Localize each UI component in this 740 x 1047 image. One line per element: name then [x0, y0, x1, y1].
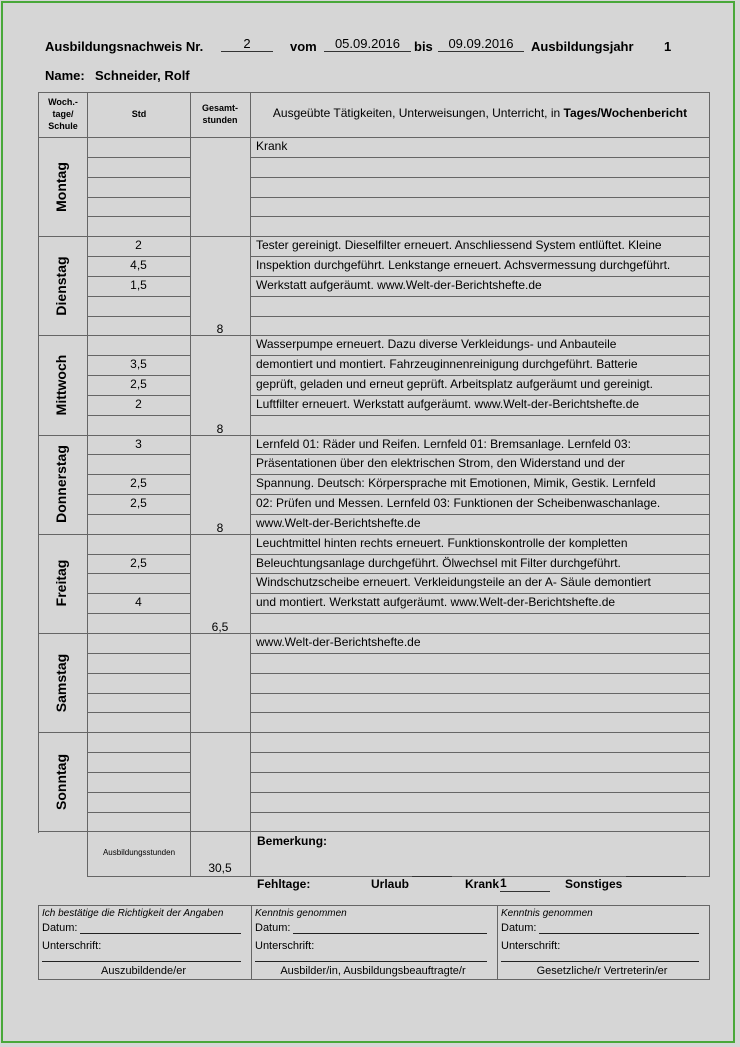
hours-cell[interactable] [87, 177, 190, 197]
day-label-freitag: Freitag [52, 560, 69, 607]
training-year-label: Ausbildungsjahr [531, 39, 634, 54]
activity-line[interactable] [256, 216, 707, 236]
grid-line [38, 92, 710, 93]
activity-line[interactable]: demontiert und montiert. Fahrzeuginnenreinigung durchgeführt. Batterie [256, 357, 638, 372]
signature-date-field[interactable] [293, 933, 487, 934]
report-number[interactable]: 2 [221, 36, 273, 52]
vacation-days-field[interactable] [412, 876, 452, 877]
hours-cell[interactable] [87, 137, 190, 157]
hours-cell[interactable] [87, 633, 190, 653]
activity-line[interactable]: www.Welt-der-Berichtshefte.de [256, 635, 421, 649]
activity-line[interactable]: 02: Prüfen und Messen. Lernfeld 03: Funktionen der Scheibenwaschanlage. [256, 496, 661, 511]
grid-line [38, 92, 39, 833]
vacation-label: Urlaub [371, 877, 410, 891]
column-header-description-prefix: Ausgeübte Tätigkeiten, Unterweisungen, Unterricht, in [272, 106, 564, 120]
grid-line [497, 905, 498, 979]
hours-cell[interactable] [87, 792, 190, 812]
signature-field[interactable] [42, 961, 241, 962]
hours-cell[interactable]: 1,5 [130, 277, 147, 292]
column-header-description-bold: Tages/Wochenbericht [563, 106, 688, 120]
hours-cell[interactable] [87, 693, 190, 713]
activity-line[interactable]: Lernfeld 01: Räder und Reifen. Lernfeld 01: Bremsanlage. Lernfeld 03: [256, 436, 631, 451]
hours-cell[interactable] [87, 157, 190, 177]
activity-line[interactable]: Inspektion durchgeführt. Lenkstange erneuert. Achsvermessung durchgeführt. [256, 258, 671, 273]
trainee-name[interactable]: Schneider, Rolf [95, 68, 190, 83]
signature-date-label: Datum: [501, 922, 537, 934]
hours-cell[interactable] [87, 812, 190, 832]
grid-line [38, 905, 710, 906]
signature-date-label: Datum: [255, 922, 291, 934]
activity-line[interactable] [256, 177, 707, 197]
hours-cell[interactable] [87, 316, 190, 336]
hours-cell[interactable]: 2 [135, 396, 142, 411]
hours-cell[interactable] [87, 534, 190, 554]
day-label-mittwoch: Mittwoch [52, 354, 69, 416]
signature-title: Kenntnis genommen [501, 908, 593, 919]
hours-cell[interactable] [87, 197, 190, 217]
signature-sign-label: Unterschrift: [42, 940, 102, 952]
hours-cell[interactable] [87, 712, 190, 732]
grid-line [38, 905, 39, 979]
activity-line[interactable]: und montiert. Werkstatt aufgeräumt. www.Welt-der-Berichtshefte.de [256, 595, 616, 610]
other-days-field[interactable] [626, 876, 686, 877]
activity-line[interactable] [256, 653, 707, 673]
hours-cell[interactable] [87, 772, 190, 792]
activity-line[interactable]: Werkstatt aufgeräumt. www.Welt-der-Berichtshefte.de [256, 277, 542, 292]
signature-field[interactable] [255, 961, 487, 962]
signature-date-field[interactable] [539, 933, 699, 934]
activity-line[interactable] [256, 712, 707, 732]
activity-line[interactable]: www.Welt-der-Berichtshefte.de [256, 515, 421, 530]
day-total-hours[interactable]: 6,5 [211, 620, 229, 634]
training-hours-total[interactable]: 30,5 [208, 861, 232, 875]
hours-cell[interactable] [87, 752, 190, 772]
activity-line[interactable]: Tester gereinigt. Dieselfilter erneuert. Anschliessend System entlüftet. Kleine [256, 238, 662, 253]
hours-cell[interactable] [87, 216, 190, 236]
activity-line[interactable]: geprüft, geladen und erneut geprüft. Arbeitsplatz aufgeräumt und gereinigt. [256, 377, 653, 392]
training-hours-label: Ausbildungsstunden [102, 848, 176, 857]
day-label-sonntag: Sonntag [52, 753, 69, 810]
activity-line[interactable] [256, 296, 707, 316]
hours-cell[interactable] [87, 296, 190, 316]
activity-line[interactable] [256, 693, 707, 713]
day-total-hours[interactable]: 8 [216, 322, 224, 337]
activity-line[interactable] [256, 157, 707, 177]
remark-label: Bemerkung: [257, 834, 328, 848]
activity-line[interactable] [256, 613, 707, 633]
activity-line[interactable]: Präsentationen über den elektrischen Strom, den Widerstand und der [256, 456, 625, 471]
grid-line [709, 92, 710, 876]
activity-line[interactable]: Windschutzscheibe erneuert. Verkleidungsteile an der A- Säule demontiert [256, 575, 651, 590]
day-label-samstag: Samstag [52, 653, 69, 712]
signature-sign-label: Unterschrift: [255, 940, 315, 952]
hours-cell[interactable] [87, 653, 190, 673]
activity-line[interactable] [256, 732, 707, 752]
hours-cell[interactable]: 2,5 [130, 555, 147, 570]
activity-line[interactable] [256, 415, 707, 435]
hours-cell[interactable]: 3,5 [130, 357, 147, 372]
other-label: Sonstiges [565, 877, 623, 891]
activity-line[interactable] [256, 673, 707, 693]
vom-label: vom [290, 39, 317, 54]
hours-cell[interactable]: 4 [135, 595, 142, 610]
absence-label: Fehltage: [257, 877, 311, 891]
hours-cell[interactable] [87, 573, 190, 593]
signature-title: Kenntnis genommen [255, 908, 347, 919]
hours-cell[interactable] [87, 732, 190, 752]
signature-date-field[interactable] [80, 933, 241, 934]
signature-date-label: Datum: [42, 922, 78, 934]
signature-field[interactable] [501, 961, 699, 962]
signature-role: Auszubildende/er [100, 965, 186, 977]
grid-line [250, 92, 251, 876]
hours-cell[interactable]: 3 [135, 436, 142, 451]
training-year-value[interactable]: 1 [664, 39, 672, 54]
hours-cell[interactable]: 2 [135, 238, 142, 253]
hours-cell[interactable]: 4,5 [130, 258, 147, 273]
bis-label: bis [414, 39, 433, 54]
end-date-field[interactable]: 09.09.2016 [438, 36, 524, 52]
column-header-days: Woch.- tage/ Schule [48, 97, 78, 131]
sick-label: Krank [465, 877, 500, 891]
day-total-hours[interactable]: 8 [216, 520, 224, 535]
activity-line[interactable] [256, 316, 707, 336]
activity-line[interactable] [256, 197, 707, 217]
activity-line[interactable]: Beleuchtungsanlage durchgeführt. Ölwechsel mit Filter durchgeführt. [256, 555, 621, 570]
column-header-std: Std [131, 109, 147, 119]
day-label-dienstag: Dienstag [52, 256, 69, 316]
activity-line[interactable]: Krank [256, 139, 288, 153]
signature-sign-label: Unterschrift: [501, 940, 561, 952]
activity-line[interactable]: Spannung. Deutsch: Körpersprache mit Emotionen, Mimik, Gestik. Lernfeld [256, 476, 656, 491]
column-header-description [252, 104, 708, 123]
activity-line[interactable] [256, 792, 707, 812]
day-label-donnerstag: Donnerstag [52, 445, 69, 524]
hours-cell[interactable]: 2,5 [130, 476, 147, 491]
day-label-montag: Montag [52, 161, 69, 212]
hours-cell[interactable]: 2,5 [130, 496, 147, 511]
activity-line[interactable]: Leuchtmittel hinten rechts erneuert. Funktionskontrolle der kompletten [256, 535, 628, 550]
start-date-field[interactable]: 05.09.2016 [324, 36, 411, 52]
grid-line [38, 979, 710, 980]
grid-line [251, 905, 252, 979]
grid-line [709, 905, 710, 979]
activity-line[interactable]: Luftfilter erneuert. Werkstatt aufgeräumt. www.Welt-der-Berichtshefte.de [256, 396, 640, 411]
hours-cell[interactable] [87, 415, 190, 435]
day-total-hours[interactable]: 8 [216, 421, 224, 436]
activity-line[interactable] [256, 752, 707, 772]
activity-line[interactable]: Wasserpumpe erneuert. Dazu diverse Verkleidungs- und Anbauteile [256, 337, 617, 352]
hours-cell[interactable] [87, 454, 190, 474]
signature-title: Ich bestätige die Richtigkeit der Angaben [42, 908, 224, 919]
name-label: Name: [45, 68, 85, 83]
signature-role: Ausbilder/in, Ausbildungsbeauftragte/r [280, 965, 466, 977]
activity-line[interactable] [256, 812, 707, 832]
hours-cell[interactable] [87, 514, 190, 534]
hours-cell[interactable] [87, 673, 190, 693]
column-header-total: Gesamt- stunden [201, 103, 238, 125]
hours-cell[interactable] [87, 335, 190, 355]
report-title: Ausbildungsnachweis Nr. [45, 39, 204, 54]
hours-cell[interactable]: 2,5 [130, 377, 147, 392]
hours-cell[interactable] [87, 613, 190, 633]
signature-role: Gesetzliche/r Vertreterin/er [536, 965, 668, 977]
sick-days-field[interactable]: 1 [500, 876, 550, 892]
activity-line[interactable] [256, 772, 707, 792]
grid-line [190, 92, 191, 876]
